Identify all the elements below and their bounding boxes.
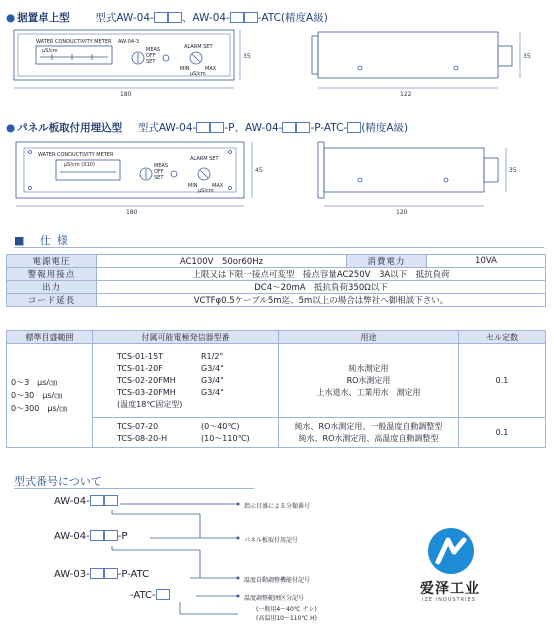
model-box <box>104 495 118 506</box>
screw-icon <box>454 66 458 70</box>
drawing-panel-type <box>0 136 554 226</box>
numbering-line-2: AW-04- -P <box>54 531 128 542</box>
svg-text:μS/cm: μS/cm <box>190 71 206 77</box>
cell-constant: 0.1 <box>459 418 546 448</box>
side-view-connector <box>484 158 498 182</box>
side-dimension: 120 <box>396 209 408 216</box>
model-box <box>90 568 104 579</box>
screw-icon <box>444 178 448 182</box>
use-group1-cell: 純水測定用 RO水測定用 上水道水、工業用水 測定用 <box>279 344 459 418</box>
svg-text:MIN: MIN <box>180 66 190 72</box>
electrode-group2-cell <box>93 418 279 448</box>
meter-scale-label: μS/cm (X10) <box>64 162 95 168</box>
electrode-note: (温度18℃固定型) <box>117 399 183 409</box>
panel-label: WATER CONDUCTIVITY METER <box>38 152 114 158</box>
svg-text:MAX: MAX <box>205 66 217 72</box>
numbering-heading-rule <box>14 488 254 489</box>
electrode-group1-cell <box>93 344 279 418</box>
knob-indicator <box>192 54 200 62</box>
model-table-row <box>7 344 546 418</box>
numbering-note-2: (高温用10〜110℃ H) <box>256 615 317 622</box>
spec-row: コード延長 VCTFφ0.5ケーブル5m迄、5m以上の場合は弊社へ御相談下さい。 <box>7 294 546 307</box>
logo-name: 爱泽工业 <box>420 581 480 597</box>
side-view-connector <box>498 46 512 66</box>
drawing-desktop-type <box>0 24 554 108</box>
electrode-item: TCS-07-20 (0〜40℃) <box>117 421 240 431</box>
numbering-heading: 型式番号について <box>14 475 102 488</box>
svg-text:MAX: MAX <box>212 183 224 189</box>
height-dimension: 35 <box>243 53 251 60</box>
electrode-item: TCS-02-20FMH G3/4" <box>117 375 224 385</box>
electrode-item: TCS-08-20-H (10〜110℃) <box>117 433 250 443</box>
meter-unit: μS/cm <box>42 48 58 54</box>
model-box <box>210 122 224 133</box>
svg-text:ALARM SET: ALARM SET <box>184 44 213 50</box>
model-box <box>90 495 104 506</box>
screw-icon <box>358 66 362 70</box>
model-box <box>244 12 258 23</box>
led-indicator <box>163 55 169 61</box>
spec-row: 電源電圧 AC100V 50or60Hz 消費電力 10VA <box>7 255 546 268</box>
model-table <box>6 330 546 448</box>
leader-dot <box>237 503 240 506</box>
svg-text:OFF: OFF <box>146 53 156 59</box>
section2-title: ● パネル板取付用埋込型 型式AW-04- -P、AW-04- -P-ATC- (精度A級) <box>6 122 409 134</box>
numbering-note-1: (一般用4〜40℃ ナシ) <box>256 606 317 613</box>
svg-text:OFF: OFF <box>154 169 164 175</box>
model-box <box>282 122 296 133</box>
spec-row: 出力 DC4〜20mA 抵抗負荷350Ω以下 <box>7 281 546 294</box>
leader-dot <box>237 537 240 540</box>
model-box <box>90 530 104 541</box>
svg-text:ALARM SET: ALARM SET <box>190 156 219 162</box>
logo-sub: IZE INDUSTRIES <box>422 597 476 603</box>
side-view-front <box>318 142 324 198</box>
side-dimension: 122 <box>400 91 412 98</box>
electrode-item: TCS-01-20F G3/4" <box>117 363 224 373</box>
screw-icon <box>229 151 232 154</box>
spec-row: 警報用接点 上限又は下限一接点可変型 接点容量AC250V 3A以下 抵抗負荷 <box>7 268 546 281</box>
screw-icon <box>29 187 32 190</box>
range-cell: 0〜3 μs/㎝ 0〜30 μs/㎝ 0〜300 μs/㎝ <box>7 344 93 448</box>
svg-text:MEAS: MEAS <box>154 163 169 169</box>
numbering-line-4: -ATC- <box>130 589 170 601</box>
svg-text:MEAS: MEAS <box>146 47 161 53</box>
side-view-front <box>312 36 318 74</box>
numbering-line-3: AW-03- -P-ATC <box>54 569 150 580</box>
numbering-diagram-lines <box>0 490 300 628</box>
model-box <box>104 530 118 541</box>
cell-constant: 0.1 <box>459 344 546 418</box>
leader-dot <box>237 595 240 598</box>
bullet-icon: ● <box>6 122 16 134</box>
side-view-outline <box>318 32 498 78</box>
electrode-item: TCS-01-15T R1/2" <box>117 351 224 361</box>
logo-mark-icon <box>428 528 474 574</box>
panel-label: WATER CONDUCTIVITY METER <box>36 39 112 45</box>
model-box <box>168 12 182 23</box>
spec-table <box>6 254 546 307</box>
screw-icon <box>358 178 362 182</box>
bullet-icon: ● <box>6 12 16 24</box>
svg-text:μS/cm: μS/cm <box>198 188 214 194</box>
model-box <box>104 568 118 579</box>
led-indicator <box>171 171 177 177</box>
svg-text:SET: SET <box>146 59 156 65</box>
use-group2-cell: 純水、RO水測定用、一般温度自動調整型 純水、RO水測定用、高温度自動調整型 <box>279 418 459 448</box>
screw-icon <box>29 151 32 154</box>
leader-dot <box>237 577 240 580</box>
model-box <box>230 12 244 23</box>
model-label: AW-04-3 <box>118 39 140 45</box>
model-box <box>347 122 361 133</box>
numbering-desc-4: 温度調整範囲区分記号 <box>244 595 305 602</box>
model-table-header: 標準目盛範囲 付属可能電極発信器型番 用途 セル定数 <box>7 331 546 344</box>
electrode-item: TCS-03-20FMH G3/4" <box>117 387 224 397</box>
spec-heading-rule <box>14 247 544 248</box>
section1-title: ● 据置卓上型 型式AW-04- 、AW-04- -ATC(精度A級) <box>6 12 328 24</box>
numbering-line-1: AW-04- <box>54 495 118 507</box>
numbering-desc-1: 指示目盛による分類番号 <box>244 503 311 510</box>
height-dimension: 45 <box>255 167 263 174</box>
model-box <box>154 12 168 23</box>
width-dimension: 180 <box>126 209 138 216</box>
width-dimension: 180 <box>120 91 132 98</box>
numbering-desc-3: 温度自動調整機能付記号 <box>244 577 311 584</box>
section-marker-icon: ■ <box>14 234 31 247</box>
model-box <box>156 589 170 600</box>
side-height-dimension: 35 <box>523 53 531 60</box>
side-height-dimension: 35 <box>509 167 517 174</box>
knob-indicator <box>200 170 208 178</box>
numbering-desc-2: パネル板取付用記号 <box>244 537 299 544</box>
svg-text:MIN: MIN <box>188 183 198 189</box>
spec-heading: ■ 仕様 <box>14 234 74 247</box>
model-box <box>296 122 310 133</box>
screw-icon <box>229 187 232 190</box>
model-box <box>196 122 210 133</box>
side-view-outline <box>324 148 484 192</box>
ize-logo <box>418 528 498 618</box>
svg-text:SET: SET <box>154 175 164 181</box>
